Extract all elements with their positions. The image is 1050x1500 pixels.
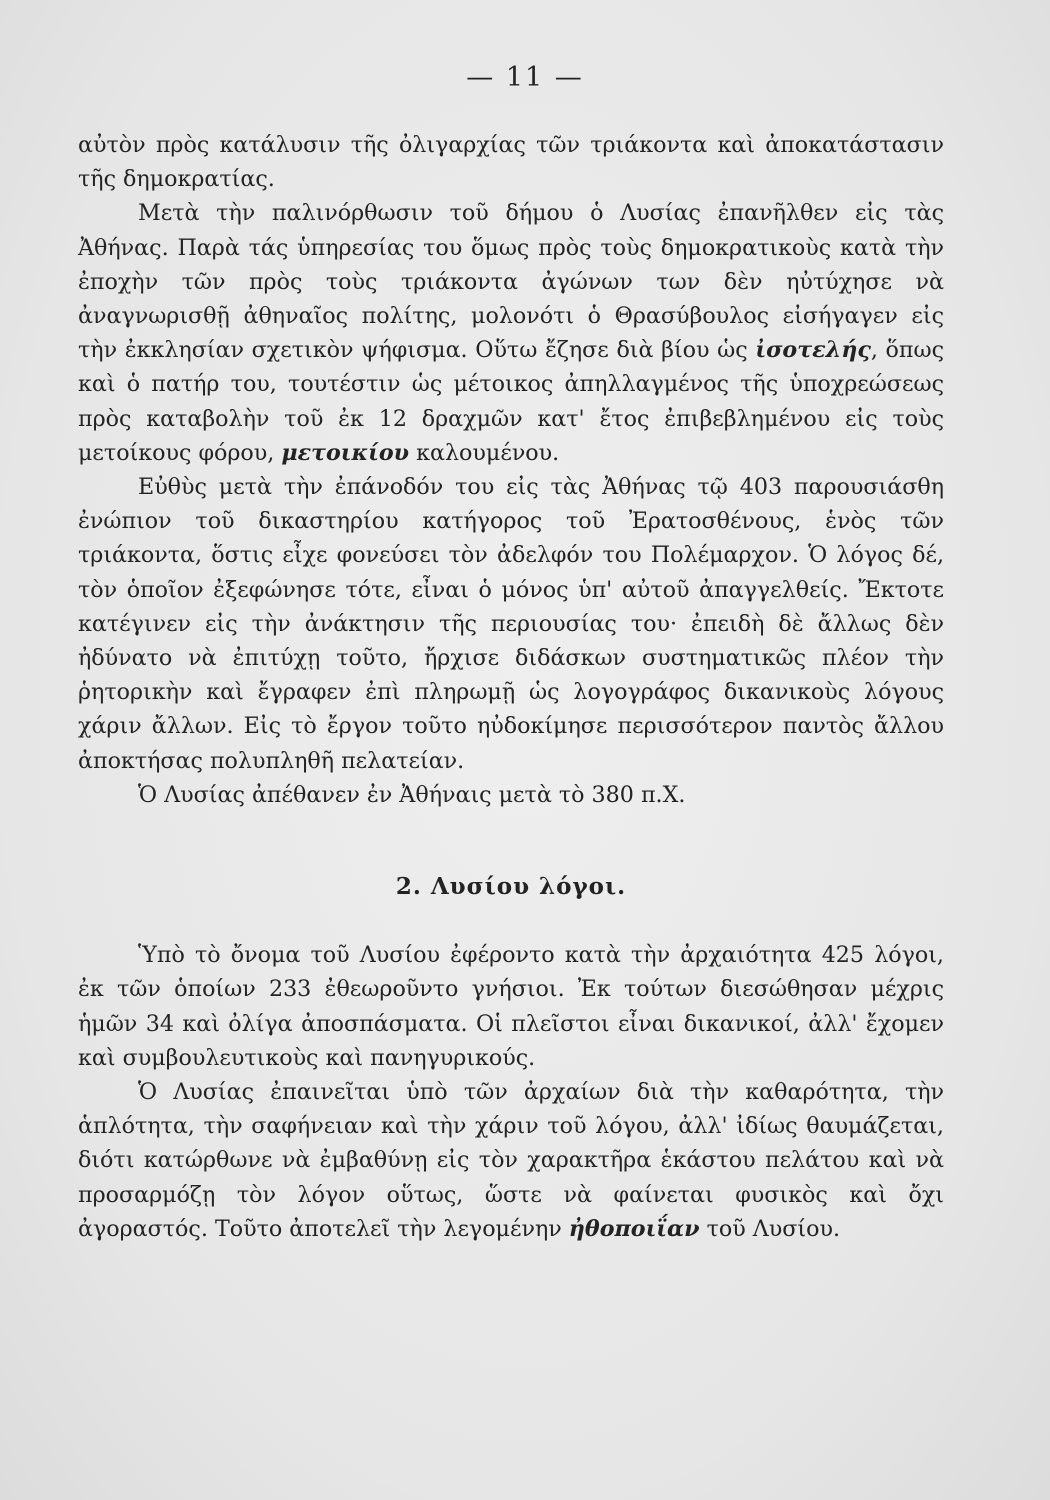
paragraph-2	[78, 196, 944, 470]
section-heading: 2. Λυσίου λόγοι.	[395, 873, 627, 901]
paragraph-5-text: Ὑπὸ τὸ ὄνομα τοῦ Λυσίου ἐφέροντο κατὰ τὴν ἀρχαιότητα 425 λόγοι, ἐκ τῶν ὁποίων 233 ἐθεωροῦντο γνήσιοι. Ἐκ τούτων διεσώθησαν μέχρις ἡμῶν 34 καὶ ὀλίγα ἀποσπάσματα. Οἱ πλεῖστοι εἶναι δικανικοί, ἀλλ' ἔχομεν καὶ συμβουλευτικοὺς καὶ πανηγυρικούς.	[78, 942, 944, 1071]
paragraph-2-text-c: καλουμένου.	[409, 439, 560, 466]
term-metoikion: μετοικίου	[281, 439, 410, 466]
paragraph-4	[78, 778, 944, 812]
paragraph-3	[78, 470, 944, 778]
paragraph-1-text: αὐτὸν πρὸς κατάλυσιν τῆς ὀλιγαρχίας τῶν τριάκοντα καὶ ἀποκατάστασιν τῆς δημοκρατίας.	[78, 132, 944, 193]
paragraph-6	[78, 1075, 944, 1246]
body-text	[78, 128, 944, 1246]
paragraph-3-text: Εὐθὺς μετὰ τὴν ἐπάνοδόν του εἰς τὰς Ἀθήνας τῷ 403 παρουσιάσθη ἐνώπιον τοῦ δικαστηρίου κατήγορος τοῦ Ἐρατοσθένους, ἑνὸς τῶν τριάκοντα, ὅστις εἶχε φονεύσει τὸν ἀδελφόν του Πολέμαρχον. Ὁ λόγος δέ, τὸν ὁποῖον ἐξεφώνησε τότε, εἶναι ὁ μόνος ὑπ' αὐτοῦ ἀπαγγελθείς. Ἔκτοτε κατέγινεν εἰς τὴν ἀνάκτησιν τῆς περιουσίας του· ἐπειδὴ δὲ ἄλλως δὲν ἠδύνατο νὰ ἐπιτύχῃ τοῦτο, ἤρχισε διδάσκων συστηματικῶς πλέον τὴν ῥητορικὴν καὶ ἔγραφεν ἐπὶ πληρωμῇ ὡς λογογράφος δικανικοὺς λόγους χάριν ἄλλων. Εἰς τὸ ἔργον τοῦτο ηὐδοκίμησε περισσότερον παντὸς ἄλλου ἀποκτήσας πολυπληθῆ πελατείαν.	[78, 474, 944, 774]
paragraph-6-text-a: Ὁ Λυσίας ἐπαινεῖται ὑπὸ τῶν ἀρχαίων διὰ τὴν καθαρότητα, τὴν ἁπλότητα, τὴν σαφήνειαν καὶ τὴν χάριν τοῦ λόγου, ἀλλ' ἰδίως θαυμάζεται, διότι κατώρθωνε νὰ ἐμβαθύνῃ εἰς τὸν χαρακτῆρα ἑκάστου πελάτου καὶ νὰ προσαρμόζῃ τὸν λόγον οὕτως, ὥστε νὰ φαίνεται φυσικὸς καὶ ὄχι ἀγοραστός. Τοῦτο ἀποτελεῖ τὴν λεγομένην	[78, 1079, 944, 1242]
paragraph-5	[78, 938, 944, 1075]
paragraph-1	[78, 128, 944, 196]
page-number: — 11 —	[466, 62, 584, 93]
paragraph-6-text-b: τοῦ Λυσίου.	[699, 1215, 840, 1242]
paragraph-2-text-a: Μετὰ τὴν παλινόρθωσιν τοῦ δήμου ὁ Λυσίας ἐπανῆλθεν εἰς τὰς Ἀθήνας. Παρὰ τάς ὑπηρεσίας του ὅμως πρὸς τοὺς δημοκρατικοὺς κατὰ τὴν ἐποχὴν τῶν πρὸς τοὺς τριάκοντα ἀγώνων των δὲν ηὐτύχησε νὰ ἀναγνωρισθῇ ἀθηναῖος πολίτης, μολονότι ὁ Θρασύβουλος εἰσήγαγεν εἰς τὴν ἐκκλησίαν σχετικὸν ψήφισμα. Οὕτω ἔζησε διὰ βίου ὡς	[78, 200, 944, 364]
paragraph-4-text: Ὁ Λυσίας ἀπέθανεν ἐν Ἀθήναις μετὰ τὸ 380 π.Χ.	[138, 781, 686, 808]
term-isoteles: ἰσοτελής	[755, 337, 871, 364]
paragraph-2-text-b: , ὅπως καὶ ὁ πατήρ του, τουτέστιν ὡς μέτοικος ἀπηλλαγμένος τῆς ὑποχρεώσεως πρὸς καταβολὴν τοῦ ἐκ 12 δραχμῶν κατ' ἔτος ἐπιβεβλημένου εἰς τοὺς μετοίκους φόρου,	[78, 337, 945, 466]
term-ethopoiia: ἠθοποιΐαν	[568, 1215, 700, 1242]
